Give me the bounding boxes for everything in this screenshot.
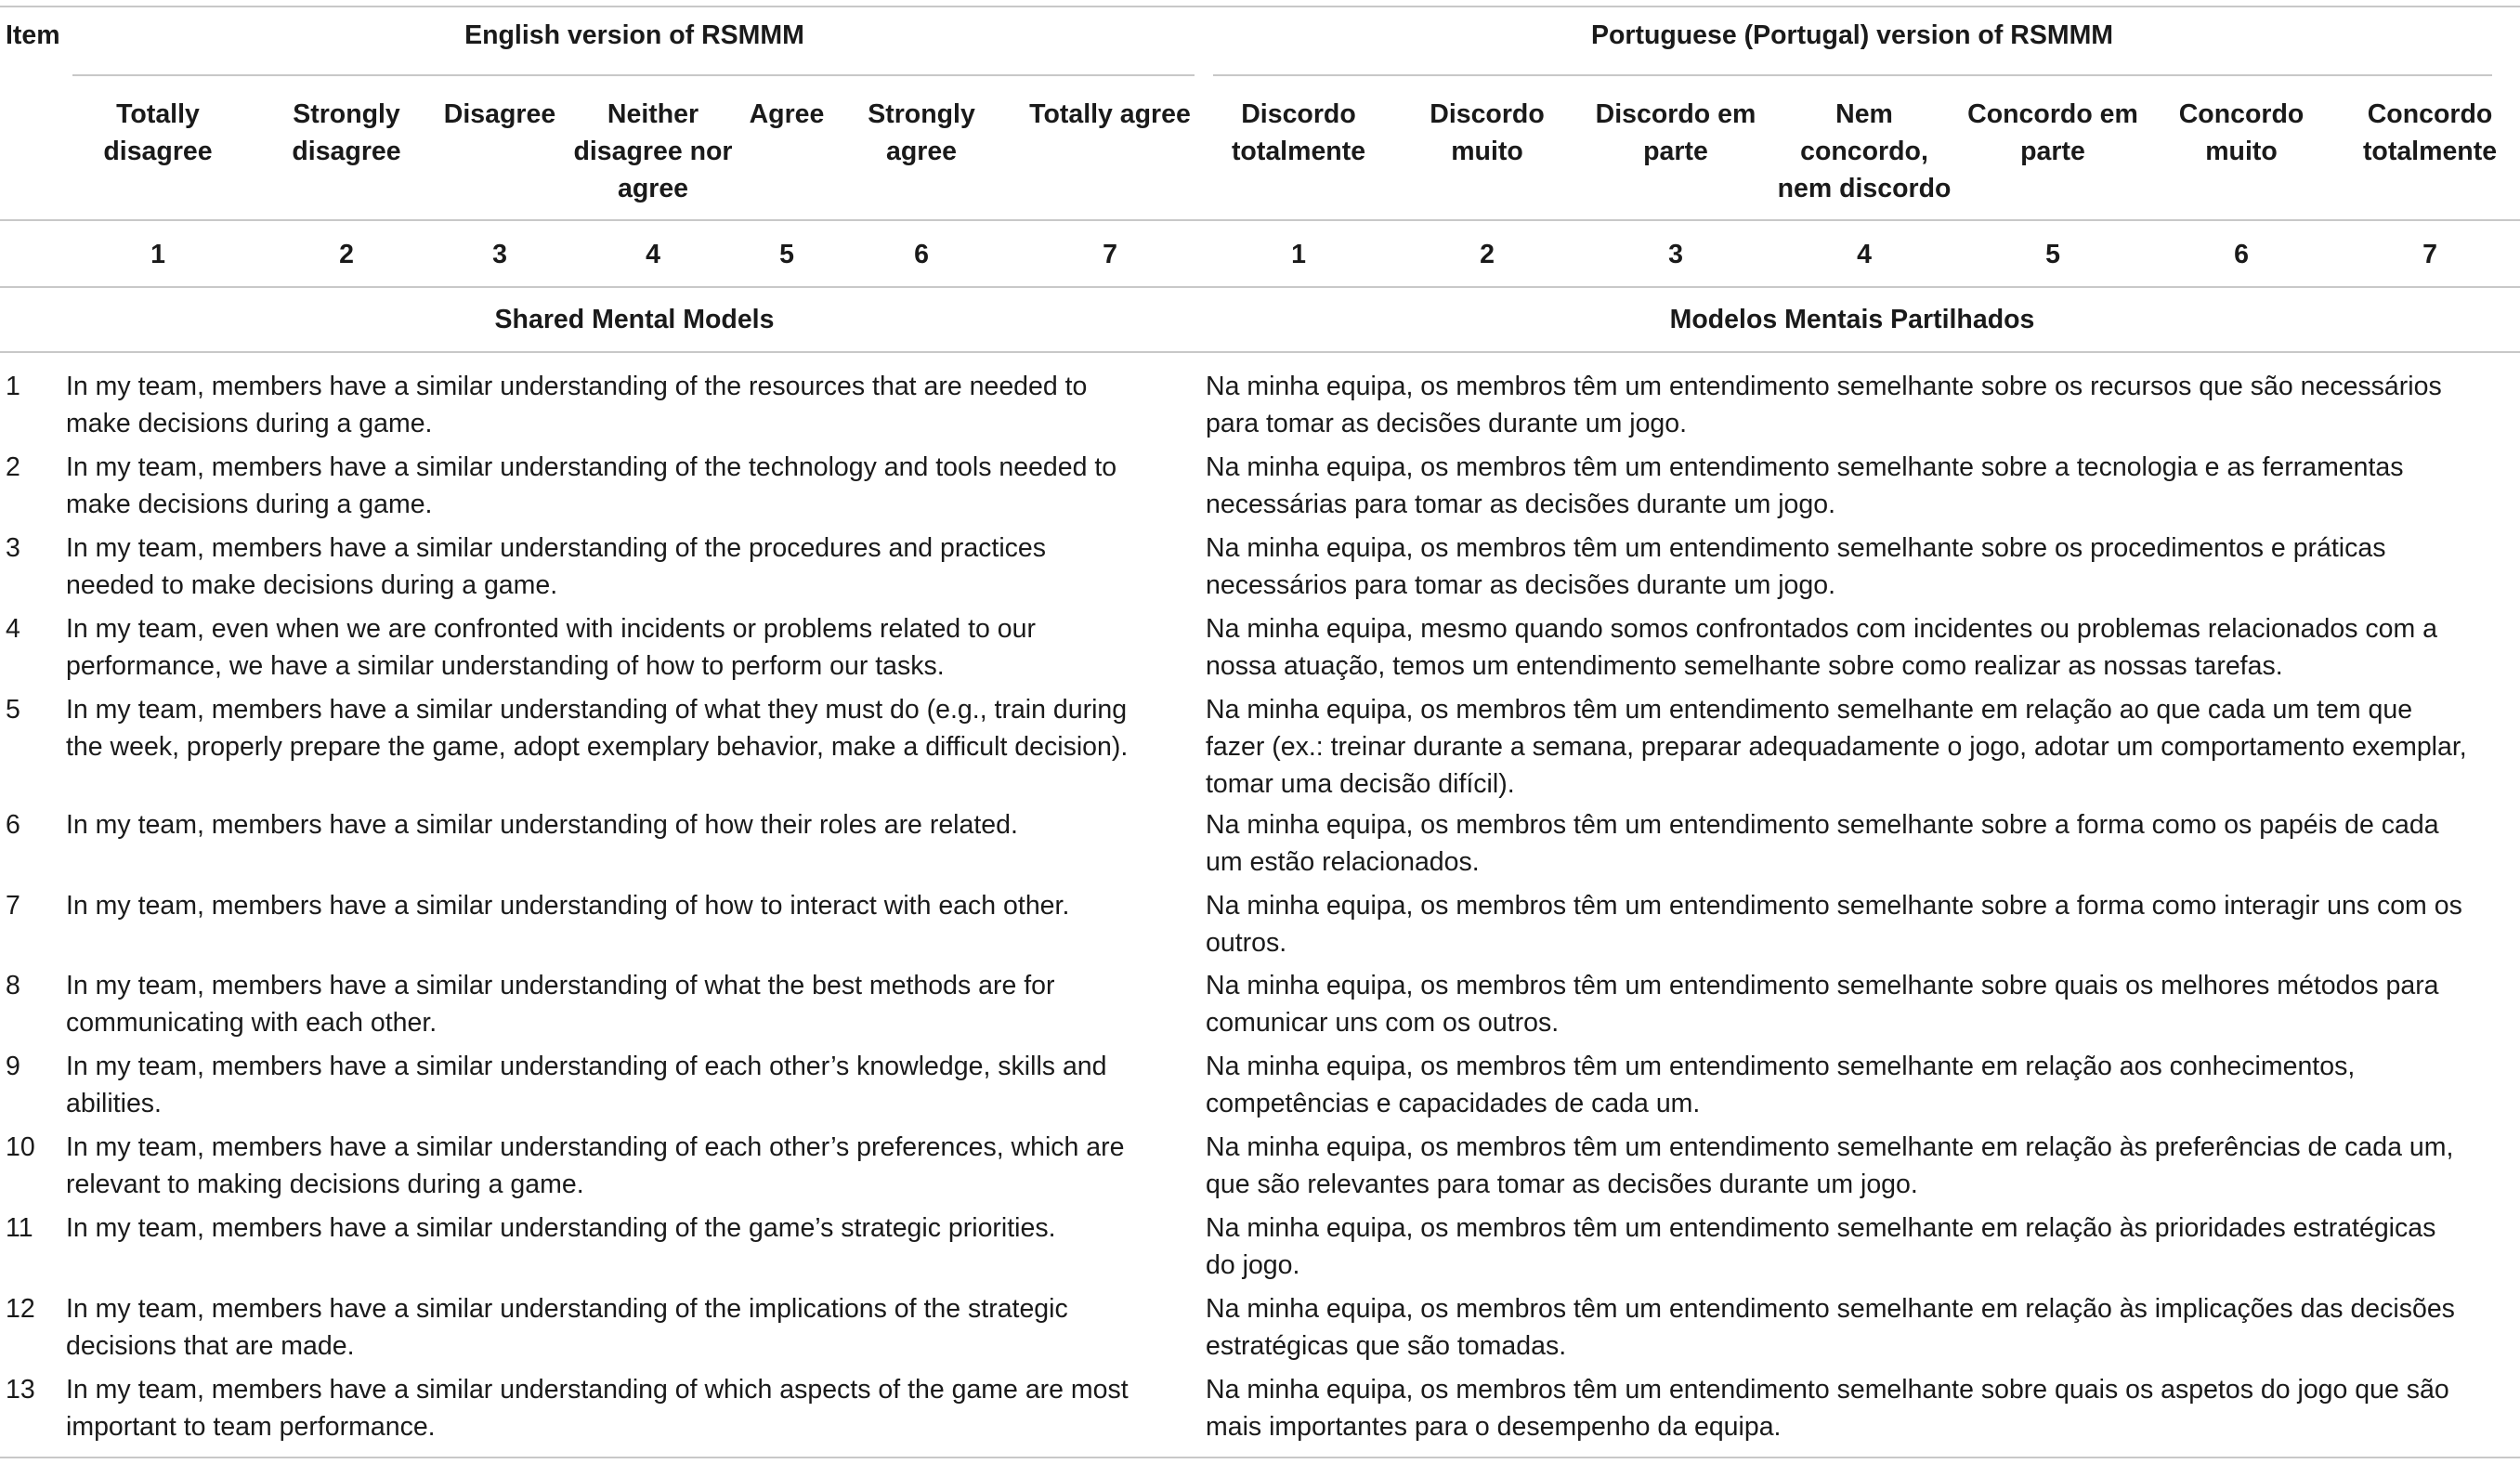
english-version-title: English version of RSMMM bbox=[464, 20, 804, 50]
item-number: 6 bbox=[6, 810, 20, 840]
rule-under-labels bbox=[0, 219, 2520, 221]
item-text-english: In my team, members have a similar understanding of the technology and tools needed to make decisions during a game. bbox=[66, 452, 1117, 519]
portuguese-scale-number: 1 bbox=[1291, 240, 1306, 269]
portuguese-scale-number: 4 bbox=[1857, 240, 1872, 269]
item-number: 3 bbox=[6, 533, 20, 563]
portuguese-scale-number: 5 bbox=[2045, 240, 2060, 269]
portuguese-scale-number: 6 bbox=[2234, 240, 2249, 269]
portuguese-scale-label: Nem concordo, nem discordo bbox=[1777, 99, 1952, 203]
english-scale-label: Neither disagree nor agree bbox=[573, 99, 733, 203]
item-number: 2 bbox=[6, 452, 20, 482]
item-text-english: In my team, members have a similar understanding of how their roles are related. bbox=[66, 810, 1018, 840]
rule-bottom bbox=[0, 1457, 2520, 1458]
english-scale-number: 6 bbox=[914, 240, 929, 269]
item-number: 11 bbox=[6, 1213, 33, 1243]
rule-portuguese-group bbox=[1213, 74, 2492, 76]
item-text-portuguese: Na minha equipa, os membros têm um entendimento semelhante sobre a forma como os papéis de cada um estão relacionados. bbox=[1206, 810, 2439, 877]
item-text-portuguese: Na minha equipa, os membros têm um entendimento semelhante em relação aos conhecimentos, competências e capacidades de cada um. bbox=[1206, 1052, 2356, 1118]
english-scale-number: 3 bbox=[492, 240, 507, 269]
item-number: 10 bbox=[6, 1132, 35, 1162]
rule-top bbox=[0, 6, 2520, 7]
portuguese-scale-label: Discordo totalmente bbox=[1231, 99, 1366, 166]
item-number: 7 bbox=[6, 891, 20, 921]
english-scale-number: 7 bbox=[1103, 240, 1117, 269]
item-text-portuguese: Na minha equipa, os membros têm um entendimento semelhante sobre a tecnologia e as ferramentas necessárias para tomar as decisões durante um jogo. bbox=[1206, 452, 2404, 519]
item-text-english: In my team, members have a similar understanding of which aspects of the game are most important to team performance. bbox=[66, 1375, 1129, 1442]
rule-under-numbers bbox=[0, 286, 2520, 288]
english-scale-number: 5 bbox=[779, 240, 794, 269]
portuguese-version-title: Portuguese (Portugal) version of RSMMM bbox=[1590, 20, 2114, 50]
portuguese-scale-number: 3 bbox=[1668, 240, 1683, 269]
item-text-english: In my team, members have a similar understanding of the implications of the strategic decisions that are made. bbox=[66, 1294, 1068, 1361]
item-text-english: In my team, members have a similar understanding of what the best methods are for communicating with each other. bbox=[66, 971, 1055, 1038]
item-text-english: In my team, members have a similar understanding of each other’s preferences, which are relevant to making decisions during a game. bbox=[66, 1132, 1125, 1199]
item-text-english: In my team, even when we are confronted with incidents or problems related to our performance, we have a similar understanding of how to perform our tasks. bbox=[66, 614, 1036, 681]
item-text-portuguese: Na minha equipa, mesmo quando somos confrontados com incidentes ou problemas relacionados com a nossa atuação, temos um entendimento semelhante sobre como realizar as nossas tarefas. bbox=[1206, 614, 2437, 681]
english-scale-label: Agree bbox=[749, 99, 825, 129]
item-text-portuguese: Na minha equipa, os membros têm um entendimento semelhante sobre os procedimentos e práticas necessários para tomar as decisões durante um jogo. bbox=[1206, 533, 2386, 600]
item-number: 5 bbox=[6, 695, 20, 725]
portuguese-scale-label: Discordo muito bbox=[1430, 99, 1545, 166]
english-scale-number: 4 bbox=[646, 240, 660, 269]
english-scale-label: Strongly agree bbox=[868, 99, 975, 166]
item-text-portuguese: Na minha equipa, os membros têm um entendimento semelhante em relação às implicações das decisões estratégicas que são tomadas. bbox=[1206, 1294, 2455, 1361]
english-scale-number: 1 bbox=[150, 240, 165, 269]
rule-english-group bbox=[72, 74, 1195, 76]
item-text-english: In my team, members have a similar understanding of the procedures and practices needed to make decisions during a game. bbox=[66, 533, 1047, 600]
english-scale-label: Totally agree bbox=[1029, 99, 1191, 129]
portuguese-scale-label: Concordo em parte bbox=[1967, 99, 2138, 166]
item-number: 4 bbox=[6, 614, 20, 644]
item-text-portuguese: Na minha equipa, os membros têm um entendimento semelhante sobre os recursos que são necessários para tomar as decisões durante um jogo. bbox=[1206, 372, 2442, 438]
item-text-portuguese: Na minha equipa, os membros têm um entendimento semelhante em relação às prioridades estratégicas do jogo. bbox=[1206, 1213, 2436, 1280]
item-text-english: In my team, members have a similar understanding of the resources that are needed to make decisions during a game. bbox=[66, 372, 1088, 438]
item-text-portuguese: Na minha equipa, os membros têm um entendimento semelhante sobre quais os melhores métodos para comunicar uns com os outros. bbox=[1206, 971, 2439, 1038]
item-text-english: In my team, members have a similar understanding of what they must do (e.g., train during the week, properly prepare the game, adopt exemplary behavior, make a difficult decision). bbox=[66, 695, 1129, 762]
section-title-portuguese: Modelos Mentais Partilhados bbox=[1669, 305, 2035, 334]
portuguese-scale-label: Concordo totalmente bbox=[2362, 99, 2498, 166]
english-scale-label: Totally disagree bbox=[103, 99, 213, 166]
item-text-english: In my team, members have a similar understanding of how to interact with each other. bbox=[66, 891, 1070, 921]
rule-under-section bbox=[0, 351, 2520, 353]
item-text-portuguese: Na minha equipa, os membros têm um entendimento semelhante sobre quais os aspetos do jogo que são mais importantes para o desempenho da equipa. bbox=[1206, 1375, 2449, 1442]
item-text-english: In my team, members have a similar understanding of the game’s strategic priorities. bbox=[66, 1213, 1056, 1243]
english-scale-number: 2 bbox=[339, 240, 354, 269]
item-number: 8 bbox=[6, 971, 20, 1000]
item-column-header: Item bbox=[6, 20, 60, 50]
item-text-portuguese: Na minha equipa, os membros têm um entendimento semelhante em relação ao que cada um tem que fazer (ex.: treinar durante a semana, preparar adequadamente o jogo, adotar um comportamento exemplar, tomar uma decisão difícil). bbox=[1206, 695, 2467, 799]
item-text-portuguese: Na minha equipa, os membros têm um entendimento semelhante sobre a forma como interagir uns com os outros. bbox=[1206, 891, 2462, 958]
portuguese-scale-number: 7 bbox=[2422, 240, 2437, 269]
portuguese-scale-number: 2 bbox=[1480, 240, 1495, 269]
portuguese-scale-label: Discordo em parte bbox=[1595, 99, 1756, 166]
portuguese-scale-label: Concordo muito bbox=[2178, 99, 2305, 166]
item-number: 1 bbox=[6, 372, 20, 401]
item-number: 9 bbox=[6, 1052, 20, 1081]
item-number: 13 bbox=[6, 1375, 35, 1405]
english-scale-label: Disagree bbox=[443, 99, 556, 129]
section-title-english: Shared Mental Models bbox=[494, 305, 775, 334]
item-text-english: In my team, members have a similar understanding of each other’s knowledge, skills and abilities. bbox=[66, 1052, 1107, 1118]
item-text-portuguese: Na minha equipa, os membros têm um entendimento semelhante em relação às preferências de cada um, que são relevantes para tomar as decisões durante um jogo. bbox=[1206, 1132, 2454, 1199]
english-scale-label: Strongly disagree bbox=[292, 99, 401, 166]
item-number: 12 bbox=[6, 1294, 35, 1324]
